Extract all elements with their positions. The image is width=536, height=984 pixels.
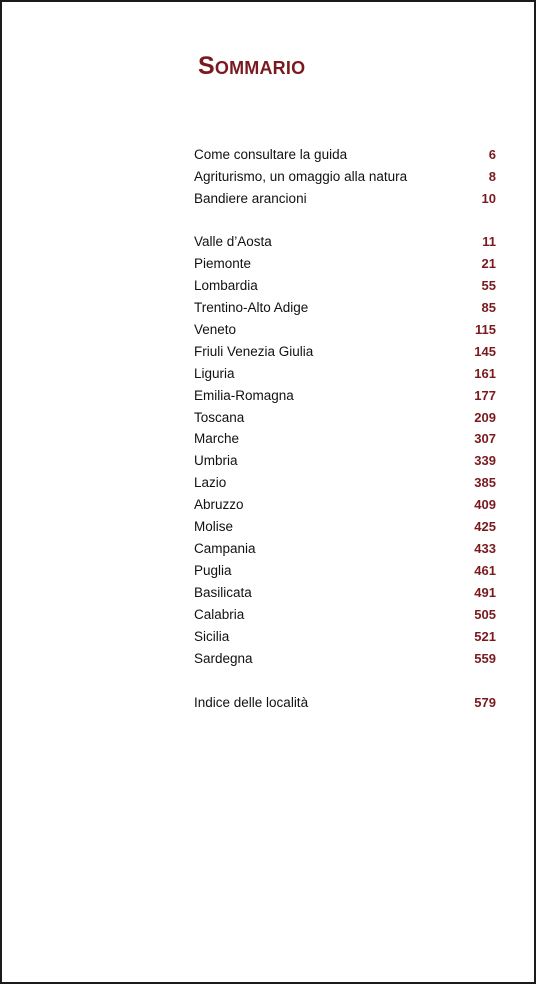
toc-entry[interactable] [194, 604, 496, 626]
toc-entry-label: Umbria [194, 453, 238, 469]
toc-entry-page-number: 425 [474, 519, 496, 535]
page-title: Sommario [198, 52, 306, 80]
toc-entry[interactable] [194, 450, 496, 472]
toc-entry-label: Sardegna [194, 650, 253, 666]
toc-entry-page-number: 161 [474, 365, 496, 381]
toc-entry-label: Marche [194, 431, 240, 447]
toc-entry-label: Agriturismo, un omaggio alla natura [194, 168, 408, 184]
toc-group-regions [194, 231, 496, 670]
toc-entry-page-number: 339 [474, 453, 496, 469]
toc-entry-label: Lazio [194, 475, 227, 491]
toc-entry-label: Come consultare la guida [194, 147, 348, 162]
toc-entry-page-number: 177 [474, 387, 496, 403]
toc-entry-page-number: 21 [481, 255, 496, 271]
toc-entry[interactable] [194, 363, 496, 385]
toc-entry[interactable] [194, 144, 496, 166]
toc-entry-label: Molise [194, 519, 234, 535]
toc-entry-label: Sicilia [194, 628, 230, 644]
toc-entry-page-number: 559 [474, 650, 496, 666]
toc-entry-page-number: 6 [488, 147, 496, 162]
toc-entry-label: Emilia-Romagna [194, 387, 294, 403]
toc-group-intro [194, 144, 496, 210]
toc-entry[interactable] [194, 560, 496, 582]
toc-entry-label: Lombardia [194, 277, 258, 293]
toc-entry-page-number: 491 [474, 585, 496, 600]
toc-entry[interactable] [194, 275, 496, 297]
toc-entry-label: Abruzzo [194, 497, 244, 513]
toc-entry-label: Puglia [194, 563, 232, 579]
toc-entry[interactable] [194, 648, 496, 670]
toc-entry[interactable] [194, 231, 496, 253]
toc-entry[interactable] [194, 538, 496, 560]
toc-entry-page-number: 521 [474, 628, 496, 644]
toc-entry-label: Basilicata [194, 585, 252, 600]
toc-entry-label: Indice delle località [194, 695, 309, 710]
toc-entry-page-number: 579 [474, 695, 496, 710]
toc-entry-page-number: 8 [488, 168, 496, 184]
toc-entry[interactable] [194, 166, 496, 188]
toc-entry-page-number: 505 [474, 606, 496, 622]
toc-entry-label: Calabria [194, 606, 245, 622]
toc-entry[interactable] [194, 516, 496, 538]
toc-entry[interactable] [194, 319, 496, 341]
toc-entry[interactable] [194, 626, 496, 648]
toc-entry[interactable] [194, 188, 496, 210]
toc-entry-label: Toscana [194, 409, 245, 425]
toc-entry-label: Bandiere arancioni [194, 190, 307, 206]
toc-entry-page-number: 10 [481, 190, 496, 206]
toc-entry[interactable] [194, 407, 496, 429]
toc-entry-page-number: 385 [474, 475, 496, 491]
toc-entry[interactable] [194, 428, 496, 450]
toc-entry-page-number: 209 [474, 409, 496, 425]
toc-entry[interactable] [194, 341, 496, 363]
toc-entry[interactable] [194, 297, 496, 319]
toc-entry-label: Trentino-Alto Adige [194, 299, 309, 315]
toc-entry[interactable] [194, 494, 496, 516]
toc-entry-label: Campania [194, 541, 256, 557]
toc-entry[interactable] [194, 385, 496, 407]
toc-entry-page-number: 145 [474, 343, 496, 359]
toc-group-index [194, 692, 496, 714]
toc-entry-label: Friuli Venezia Giulia [194, 343, 314, 359]
toc-entry-page-number: 307 [474, 431, 496, 447]
toc-entry[interactable] [194, 472, 496, 494]
toc-entry[interactable] [194, 253, 496, 275]
toc-entry-page-number: 11 [482, 234, 496, 249]
toc-entry-label: Liguria [194, 365, 235, 381]
toc-entry-label: Valle d’Aosta [194, 234, 272, 249]
toc-entry-page-number: 433 [474, 541, 496, 557]
toc-entry-page-number: 85 [481, 299, 496, 315]
toc-entry-label: Piemonte [194, 255, 252, 271]
toc-entry-page-number: 409 [474, 497, 496, 513]
toc-entry-page-number: 55 [481, 277, 496, 293]
toc-entry-label: Veneto [194, 321, 237, 337]
toc-entry[interactable] [194, 692, 496, 714]
toc-entry-page-number: 115 [475, 321, 496, 337]
toc-entry[interactable] [194, 582, 496, 604]
toc-entry-page-number: 461 [474, 563, 496, 579]
